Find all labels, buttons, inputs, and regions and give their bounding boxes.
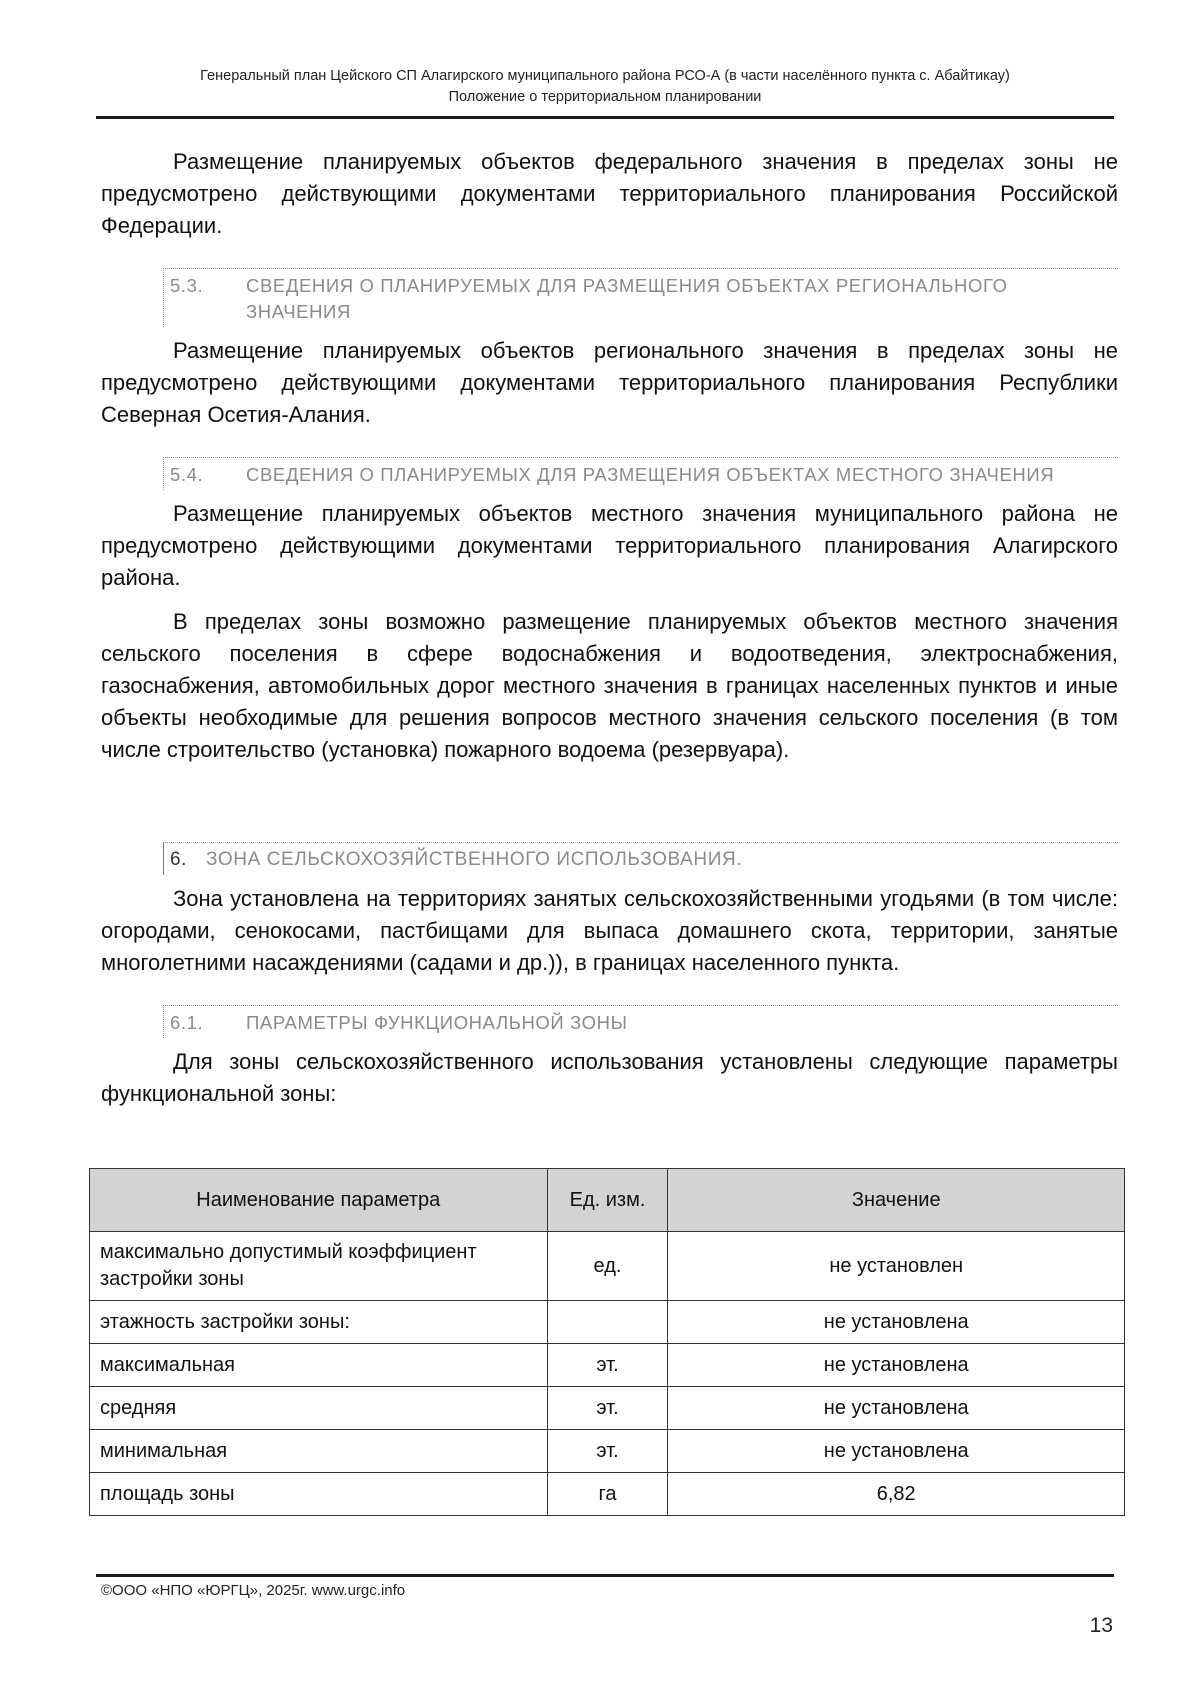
cell-unit (547, 1301, 668, 1344)
page-number: 13 (1089, 1614, 1113, 1637)
section-title: ПАРАМЕТРЫ ФУНКЦИОНАЛЬНОЙ ЗОНЫ (246, 1012, 628, 1033)
footer-copyright: ©ООО «НПО «ЮРГЦ», 2025г. www.urgc.info (101, 1582, 406, 1599)
table-row (90, 1473, 1125, 1516)
column-header-value: Значение (668, 1169, 1125, 1232)
cell-value: не установлена (668, 1387, 1125, 1430)
table-row (90, 1232, 1125, 1301)
cell-value: не установлен (668, 1232, 1125, 1301)
section-number: 6. (170, 849, 188, 870)
section-title: СВЕДЕНИЯ О ПЛАНИРУЕМЫХ ДЛЯ РАЗМЕЩЕНИЯ ОБЪЕКТАХ РЕГИОНАЛЬНОГО ЗНАЧЕНИЯ (246, 275, 1008, 322)
cell-value: не установлена (668, 1344, 1125, 1387)
paragraph-federal: Размещение планируемых объектов федерального значения в пределах зоны не предусмотрено действующими документами территориального планирования Российской Федерации. (101, 149, 1118, 238)
paragraph-local: Размещение планируемых объектов местного значения муниципального района не предусмотрено действующими документами территориального планирования Алагирского района. (101, 501, 1118, 590)
column-header-parameter: Наименование параметра (90, 1169, 548, 1232)
table-header-row (90, 1169, 1125, 1232)
paragraph-zone-description: Зона установлена на территориях занятых сельскохозяйственными угодьями (в том числе: огородами, сенокосами, пастбищами для выпаса домашнего скота, территории, занятые многолетними насаждениями (садами и др.)), в границах населенного пункта. (101, 886, 1118, 975)
cell-parameter: этажность застройки зоны: (90, 1301, 548, 1344)
section-heading-5-3 (163, 268, 1118, 327)
section-title: СВЕДЕНИЯ О ПЛАНИРУЕМЫХ ДЛЯ РАЗМЕЩЕНИЯ ОБЪЕКТАХ МЕСТНОГО ЗНАЧЕНИЯ (246, 464, 1055, 485)
cell-unit: эт. (547, 1430, 668, 1473)
paragraph-local-settlement: В пределах зоны возможно размещение планируемых объектов местного значения сельского поселения в сфере водоснабжения и водоотведения, электроснабжения, газоснабжения, автомобильных дорог местного значения в границах населенных пунктов и иные объекты необходимые для решения вопросов местного значения сельского поселения (в том числе строительство (установка) пожарного водоема (резервуара). (101, 609, 1118, 762)
table-row (90, 1387, 1125, 1430)
cell-unit: га (547, 1473, 668, 1516)
section-number: 5.4. (170, 464, 204, 485)
paragraph-regional: Размещение планируемых объектов регионального значения в пределах зоны не предусмотрено действующими документами территориального планирования Республики Северная Осетия-Алания. (101, 338, 1118, 427)
cell-value: не установлена (668, 1301, 1125, 1344)
footer-divider (96, 1574, 1114, 1577)
cell-value: не установлена (668, 1430, 1125, 1473)
header-subtitle: Положение о территориальном планировании (448, 89, 762, 105)
paragraph-params-intro: Для зоны сельскохозяйственного использования установлены следующие параметры функциональной зоны: (101, 1049, 1118, 1106)
section-number: 6.1. (170, 1012, 204, 1033)
table-row (90, 1430, 1125, 1473)
header-title: Генеральный план Цейского СП Алагирского муниципального района РСО-А (в части населённого пункта с. Абайтикау) (200, 68, 1010, 84)
table-row (90, 1344, 1125, 1387)
cell-value: 6,82 (668, 1473, 1125, 1516)
section-heading-5-4 (163, 457, 1118, 490)
page-header (96, 66, 1114, 108)
document-body (101, 146, 1118, 1110)
cell-parameter: максимальная (90, 1344, 548, 1387)
cell-unit: ед. (547, 1232, 668, 1301)
parameters-table (89, 1168, 1125, 1516)
section-number: 5.3. (170, 275, 204, 296)
cell-parameter: средняя (90, 1387, 548, 1430)
cell-unit: эт. (547, 1344, 668, 1387)
header-divider (96, 116, 1114, 119)
section-heading-6-1 (163, 1005, 1118, 1038)
cell-parameter: минимальная (90, 1430, 548, 1473)
section-title: ЗОНА СЕЛЬСКОХОЗЯЙСТВЕННОГО ИСПОЛЬЗОВАНИЯ. (206, 849, 743, 870)
column-header-unit: Ед. изм. (547, 1169, 668, 1232)
section-heading-6 (163, 842, 1118, 875)
cell-unit: эт. (547, 1387, 668, 1430)
cell-parameter: максимально допустимый коэффициент застройки зоны (90, 1232, 548, 1301)
table-row (90, 1301, 1125, 1344)
cell-parameter: площадь зоны (90, 1473, 548, 1516)
